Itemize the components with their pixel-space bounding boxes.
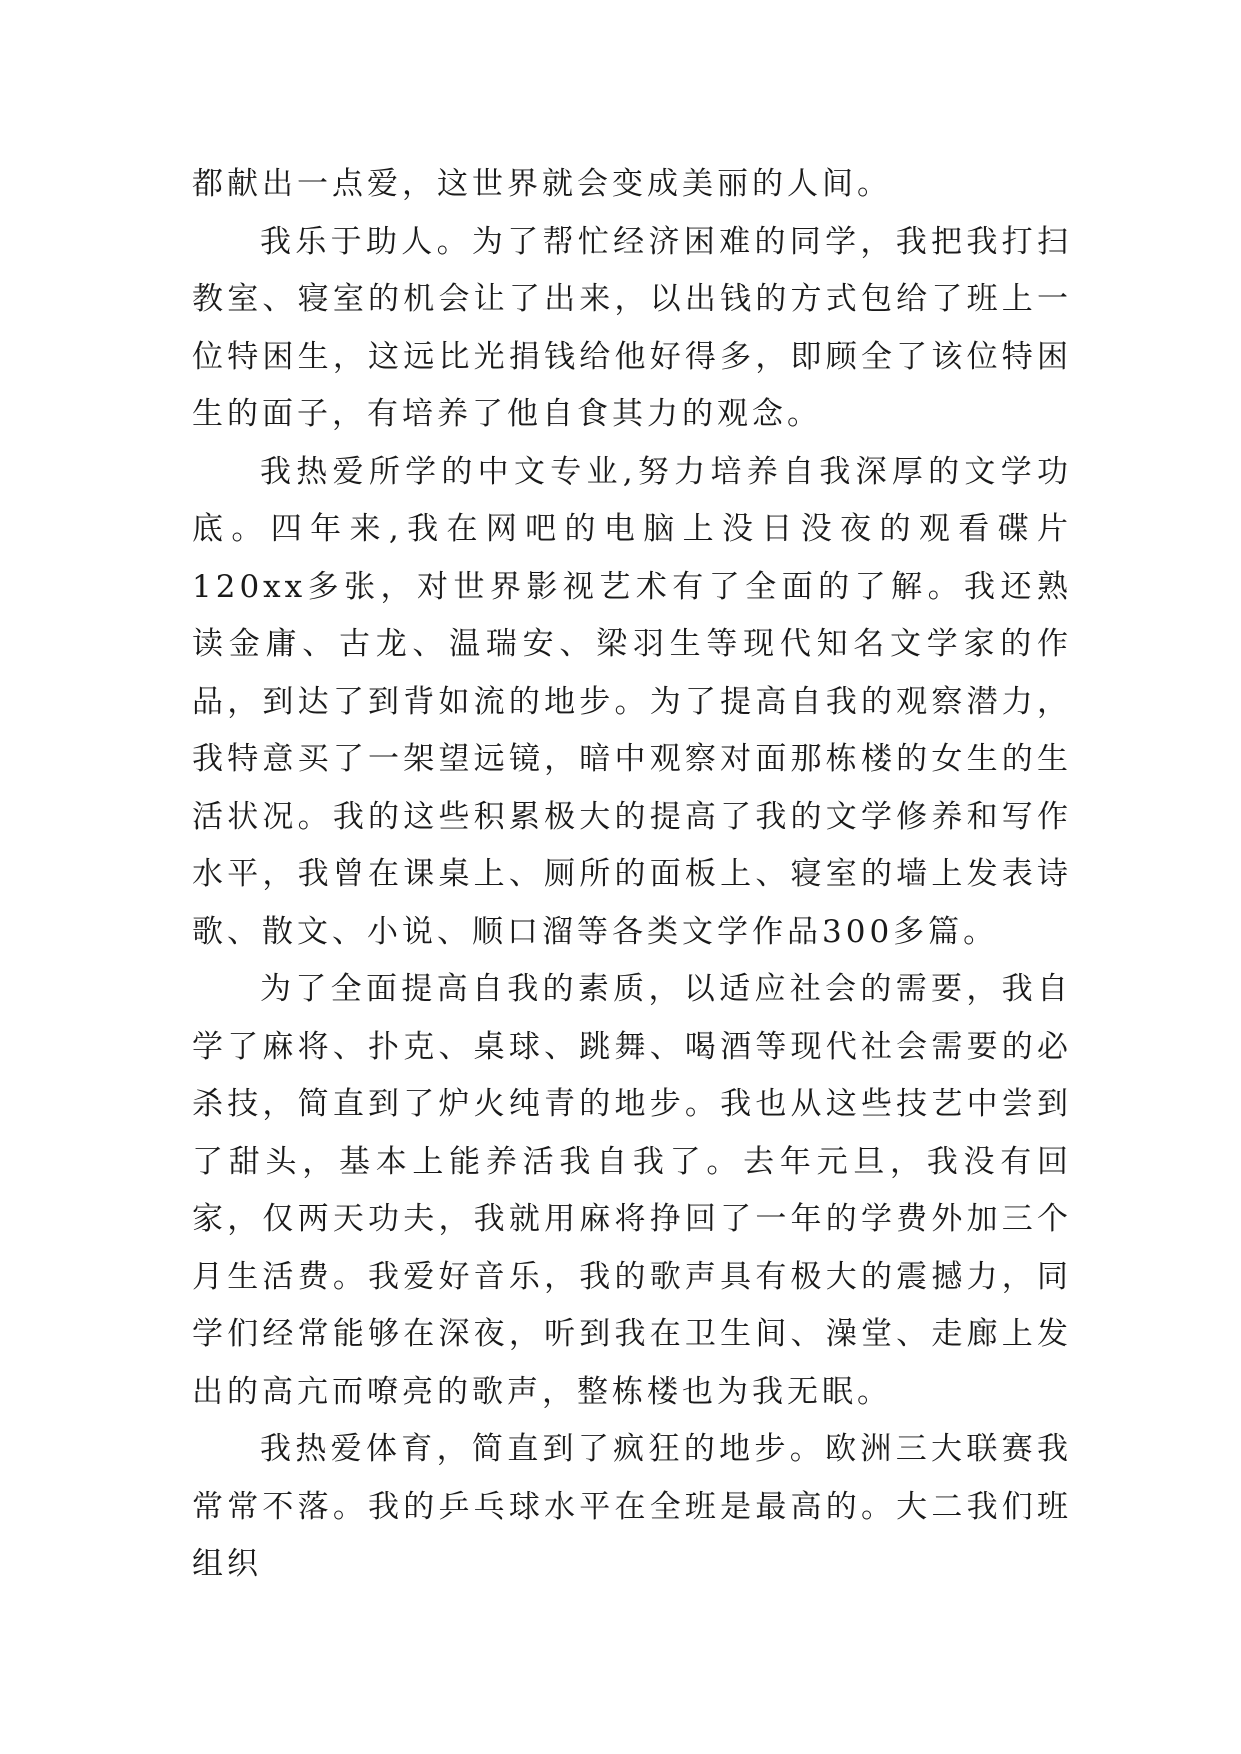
paragraph-literature: 我热爱所学的中文专业,努力培养自我深厚的文学功底。四年来,我在网吧的电脑上没日没夜的观看碟片120xx多张，对世界影视艺术有了全面的了解。我还熟读金庸、古龙、温瑞安、梁羽生等现代知名文学家的作品，到达了到背如流的地步。为了提高自我的观察潜力，我特意买了一架望远镜，暗中观察对面那栋楼的女生的生活状况。我的这些积累极大的提高了我的文学修养和写作水平，我曾在课桌上、厕所的面板上、寝室的墙上发表诗歌、散文、小说、顺口溜等各类文学作品300多篇。 bbox=[192, 453, 1072, 950]
paragraph-sports: 我热爱体育，简直到了疯狂的地步。欧洲三大联赛我常常不落。我的乒乓球水平在全班是最高的。大二我们班组织 bbox=[192, 1431, 1072, 1582]
paragraph-continuation: 都献出一点爱，这世界就会变成美丽的人间。 bbox=[192, 166, 892, 202]
paragraph-helping-others: 我乐于助人。为了帮忙经济困难的同学，我把我打扫教室、寝室的机会让了出来，以出钱的方式包给了班上一位特困生，这远比光捐钱给他好得多，即顾全了该位特困生的面子，有培养了他自食其力的观念。 bbox=[192, 223, 1072, 432]
paragraph-self-improvement: 为了全面提高自我的素质，以适应社会的需要，我自学了麻将、扑克、桌球、跳舞、喝酒等现代社会需要的必杀技，简直到了炉火纯青的地步。我也从这些技艺中尝到了甜头，基本上能养活我自我了。去年元旦，我没有回家，仅两天功夫，我就用麻将挣回了一年的学费外加三个月生活费。我爱好音乐，我的歌声具有极大的震撼力，同学们经常能够在深夜，听到我在卫生间、澡堂、走廊上发出的高亢而嘹亮的歌声，整栋楼也为我无眠。 bbox=[192, 971, 1072, 1410]
document-body bbox=[192, 156, 1072, 1594]
